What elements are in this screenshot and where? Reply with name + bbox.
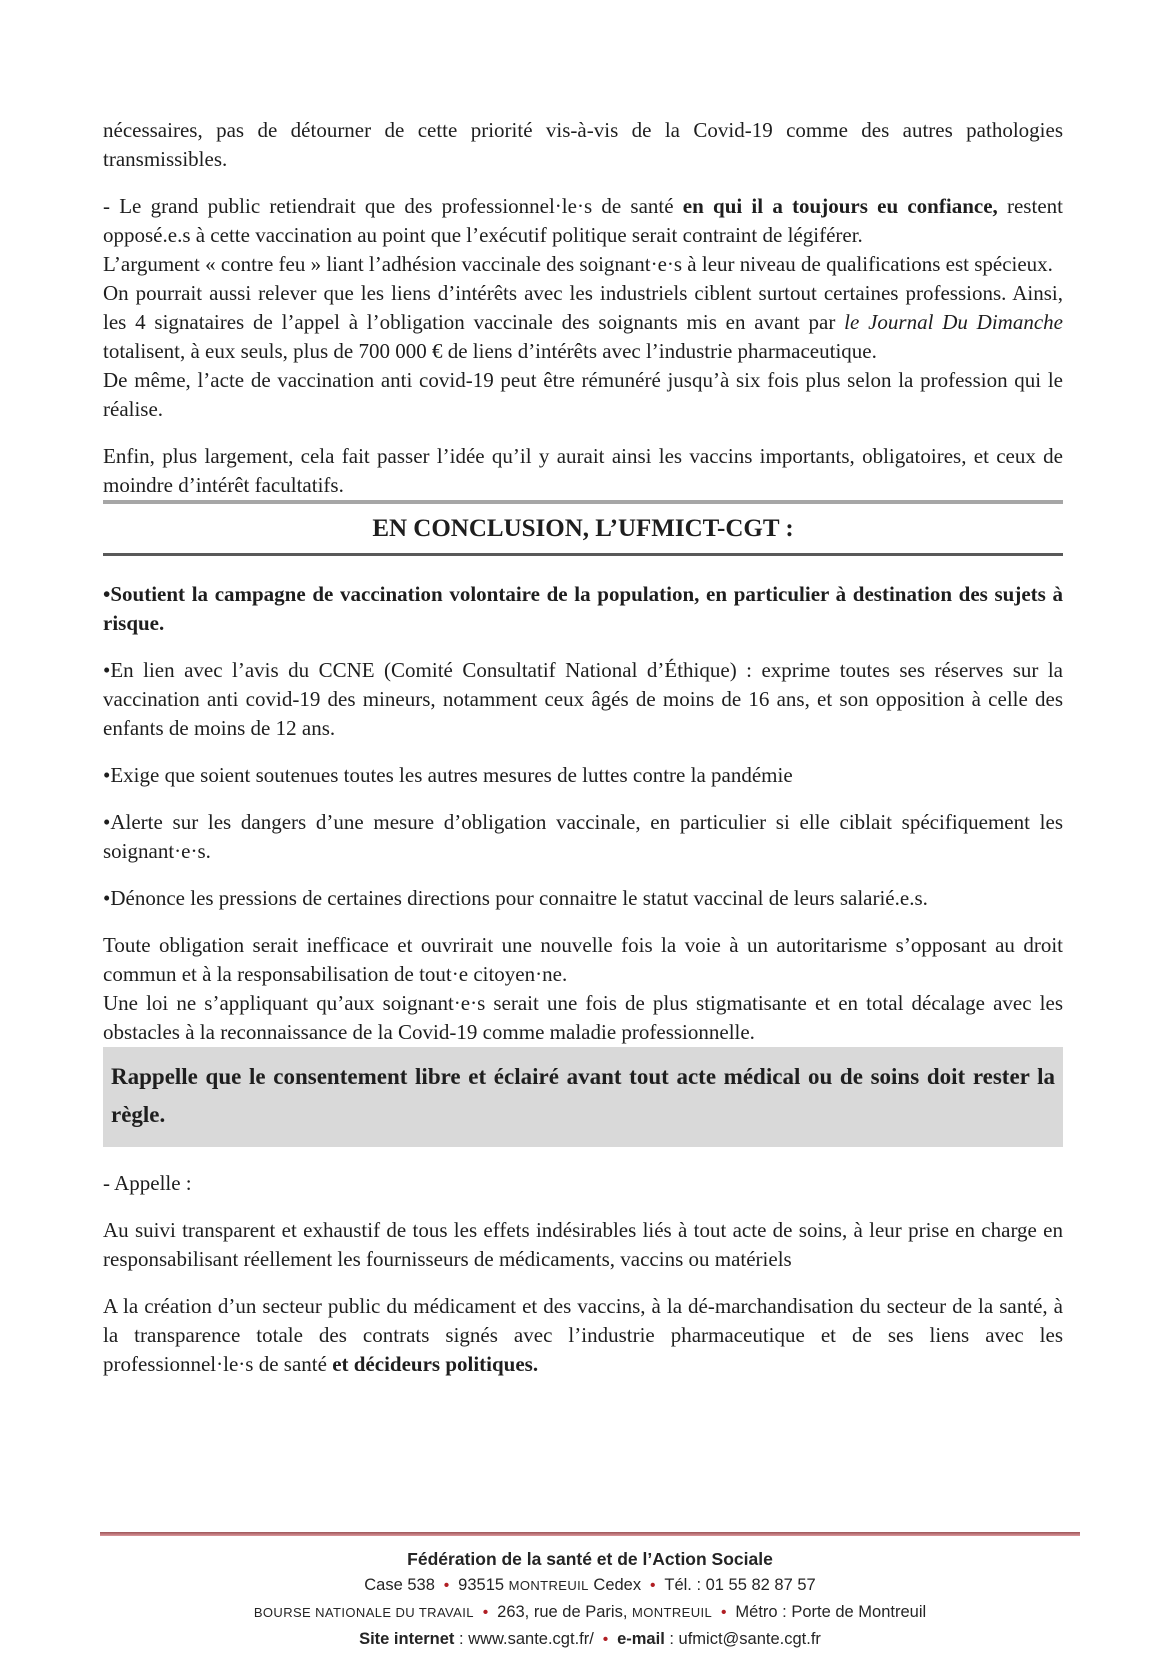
text-run: Enfin, plus largement, cela fait passer l’idée qu’il y aurait ainsi les vaccins importants, obligatoires, et ceux de moindre d’intérêt facultatifs. — [103, 444, 1063, 497]
text-run: Toute obligation serait inefficace et ouvrirait une nouvelle fois la voie à un autoritarisme s’opposant au droit commun et à la responsabilisation de tout·e citoyen·ne. — [103, 933, 1063, 986]
text-run: •Exige que soient soutenues toutes les autres mesures de luttes contre la pandémie — [103, 763, 793, 787]
text-run: nécessaires, pas de détourner de cette priorité vis-à-vis de la Covid-19 comme des autres pathologies transmissibles. — [103, 118, 1063, 171]
bullet-en-lien-ccne — [103, 656, 1063, 743]
text-run: en qui il a toujours eu confiance, — [682, 194, 998, 218]
para-une-loi — [103, 989, 1063, 1047]
para-appelle — [103, 1169, 1063, 1198]
text-run: A la création d’un secteur public du médicament et des vaccins, à la dé-marchandisation du secteur de la santé, à la transparence totale des contrats signés avec l’industrie pharmaceutique et de ses liens avec les professionnel·le·s de santé — [103, 1294, 1063, 1376]
text-run: Une loi ne s’appliquant qu’aux soignant·e·s serait une fois de plus stigmatisante et en total décalage avec les obstacles à la reconnaissance de la Covid-19 comme maladie professionnelle. — [103, 991, 1063, 1044]
text-run: •Alerte sur les dangers d’une mesure d’obligation vaccinale, en particulier si elle ciblait spécifiquement les soignant·e·s. — [103, 810, 1063, 863]
para-grand-public — [103, 192, 1063, 250]
footer-text-block — [100, 1546, 1080, 1653]
text-run: EN CONCLUSION, L’UFMICT-CGT : — [372, 515, 794, 542]
para-creation-secteur-public — [103, 1292, 1063, 1379]
para-suivi-transparent — [103, 1216, 1063, 1274]
bullet-soutient — [103, 580, 1063, 638]
text-run: MONTREUIL — [631, 1605, 713, 1620]
document-body — [103, 116, 1063, 1379]
text-run: Au suivi transparent et exhaustif de tous les effets indésirables liés à tout acte de soins, à leur prise en charge en responsabilisant réellement les fournisseurs de médicaments, vaccins ou matériels — [103, 1218, 1063, 1271]
text-run: totalisent, à eux seuls, plus de 700 000 € de liens d’intérêts avec l’industrie pharmaceutique. — [103, 339, 877, 363]
para-toute-obligation — [103, 931, 1063, 989]
footer-contact-line — [100, 1626, 1080, 1653]
text-run: : www.sante.cgt.fr/ — [454, 1630, 594, 1648]
text-run: 263, rue de Paris, — [497, 1603, 632, 1621]
bullet-dot-icon: • — [650, 1577, 656, 1594]
bullet-exige — [103, 761, 1063, 790]
text-run: •Soutient la campagne de vaccination volontaire de la population, en particulier à destination des sujets à risque. — [103, 582, 1063, 635]
text-run: Rappelle que le consentement libre et éclairé avant tout acte médical ou de soins doit rester la règle. — [111, 1064, 1055, 1127]
para-enfin — [103, 442, 1063, 500]
page-footer — [100, 1532, 1080, 1653]
text-run: - Appelle : — [103, 1171, 192, 1195]
footer-divider — [100, 1532, 1080, 1536]
footer-address-line-1 — [100, 1572, 1080, 1599]
text-run: •En lien avec l’avis du CCNE (Comité Consultatif National d’Éthique) : exprime toutes ses réserves sur la vaccination anti covid-19 des mineurs, notamment ceux âgés de moins de 16 ans, et son opposition à celle des enfants de moins de 12 ans. — [103, 658, 1063, 740]
text-run: restent opposé.e.s à cette vaccination au point que l’exécutif politique serait contraint de légiférer. — [103, 194, 1063, 247]
text-run: Fédération de la santé et de l’Action Sociale — [407, 1549, 773, 1569]
para-acte-remunere — [103, 366, 1063, 424]
text-run: On pourrait aussi relever que les liens d’intérêts avec les industriels ciblent surtout certaines professions. Ainsi, les 4 signataires de l’appel à l’obligation vaccinale des soignants mis en avant par — [103, 281, 1063, 334]
text-run: BOURSE NATIONALE DU TRAVAIL — [253, 1605, 474, 1620]
text-run: Site internet — [359, 1630, 455, 1648]
bullet-dot-icon: • — [443, 1577, 450, 1594]
text-run: Cedex — [588, 1576, 642, 1594]
text-run: Case 538 — [364, 1576, 435, 1594]
text-run: 93515 — [458, 1576, 509, 1594]
footer-org-title — [100, 1546, 1080, 1572]
para-argument-contre-feu — [103, 250, 1063, 279]
section-heading-conclusion — [103, 500, 1063, 556]
text-run: •Dénonce les pressions de certaines directions pour connaitre le statut vaccinal de leurs salarié.e.s. — [103, 886, 928, 910]
text-run: le Journal Du Dimanche — [844, 310, 1063, 334]
text-run: et décideurs politiques. — [332, 1352, 539, 1376]
text-run: MONTREUIL — [508, 1578, 589, 1593]
footer-address-line-2 — [100, 1599, 1080, 1626]
bullet-dot-icon: • — [482, 1604, 489, 1621]
highlight-box-consentement — [103, 1047, 1063, 1147]
bullet-dot-icon: • — [721, 1604, 727, 1621]
para-liens-interets — [103, 279, 1063, 366]
para-transmissibles — [103, 116, 1063, 174]
text-run: L’argument « contre feu » liant l’adhésion vaccinale des soignant·e·s à leur niveau de qualifications est spécieux. — [103, 252, 1053, 276]
bullet-alerte — [103, 808, 1063, 866]
text-run: : ufmict@sante.cgt.fr — [664, 1630, 821, 1648]
text-run: - Le grand public retiendrait que des professionnel·le·s de santé — [103, 194, 683, 218]
bullet-dot-icon: • — [602, 1631, 609, 1648]
bullet-denonce — [103, 884, 1063, 913]
text-run: e-mail — [617, 1630, 665, 1648]
text-run: De même, l’acte de vaccination anti covid-19 peut être rémunéré jusqu’à six fois plus selon la profession qui le réalise. — [103, 368, 1063, 421]
text-run: Tél. : 01 55 82 87 57 — [664, 1576, 816, 1594]
text-run: Métro : Porte de Montreuil — [735, 1603, 927, 1621]
